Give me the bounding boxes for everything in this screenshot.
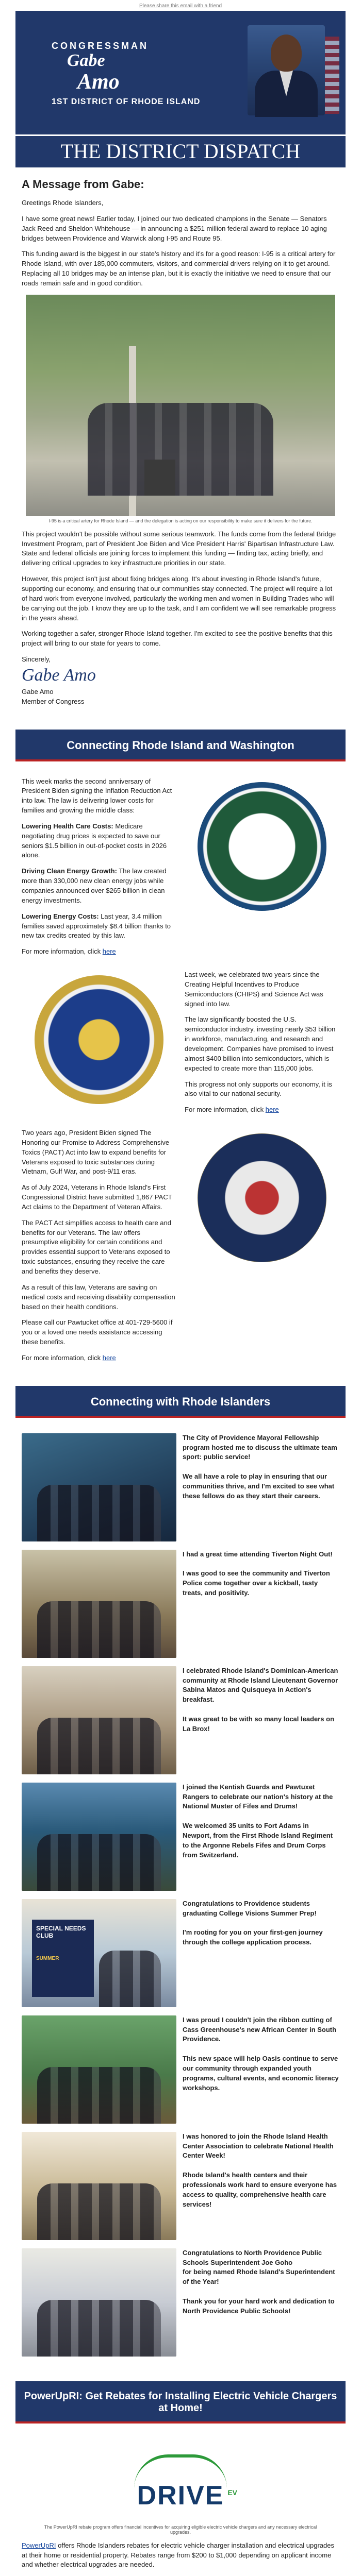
connect-heading: Connecting with Rhode Islanders <box>15 1386 346 1418</box>
ira-more-link[interactable]: here <box>102 947 116 956</box>
masthead-first-name: Gabe <box>67 51 105 70</box>
event-photo <box>22 1666 176 1774</box>
message-title: A Message from Gabe: <box>22 178 144 191</box>
list-item: Congratulations to North Providence Public Schools Superintendent Joe Goho for being named Rhode Island's Superintendent of the Year! Thank you for your hard work and dedication to North Providence Public Schools! <box>22 2248 339 2357</box>
chips-paragraph: This progress not only supports our economy, it is also vital to our national security. <box>185 1080 332 1098</box>
event-sign: SPECIAL NEEDS CLUB SUMMER <box>32 1920 94 1997</box>
message-paragraph: This project wouldn't be possible without some serious teamwork. The funds come from the federal Bridge Investment Program, part of President Joe Biden and Vice President Harris' Bipartisan Infrastructure Law. State and federal officials are joining forces to implement this funding — finding tax, acting briefly, and delivering critical upgrades to key infrastructure priorities in our state. <box>22 530 336 567</box>
message-paragraph: Working together a safer, stronger Rhode Island together. I'm excited to see the positive benefits that this project will bring to our state for years to come. <box>22 630 333 648</box>
message-closing: Sincerely, <box>22 655 51 664</box>
list-item: The City of Providence Mayoral Fellowship program hosted me to discuss the ultimate team sport: public service! We all have a role to play in ensuring that our communities thrive, and I'm excited to see what these fellows do as they start their careers. <box>22 1433 339 1541</box>
chips-paragraph: The law significantly boosted the U.S. semiconductor industry, investing nearly $53 billion in workforce, manufacturing, and research and development. Companies have promised to invest almost $400 billion into semiconductors, which is expected to create more than 115,000 jobs. <box>185 1015 336 1072</box>
washington-heading: Connecting Rhode Island and Washington <box>15 730 346 761</box>
connect-section <box>15 1426 346 2372</box>
event-photo <box>22 1550 176 1658</box>
chips-more-link[interactable]: here <box>265 1106 279 1114</box>
masthead-congressman: CONGRESSMAN <box>52 41 149 51</box>
chips-more: For more information, click here <box>185 1106 279 1114</box>
top-bar <box>0 0 361 11</box>
powerup-section <box>15 2432 346 2576</box>
drive-ev-logo: DRIVE EV <box>119 2444 242 2521</box>
signer-role: Member of Congress <box>22 697 85 705</box>
list-item: I joined the Kentish Guards and Pawtuxet Rangers to celebrate our nation's history at the National Muster of Fifes and Drums! We welcomed 35 units to Fort Adams in Newport, from the First Rhode Island Regiment to the Argonne Rebels Fifes and Drum Corps from Switzerland. <box>22 1783 339 1891</box>
message-paragraph: I have some great news! Earlier today, I joined our two dedicated champions in the Senate — Senators Jack Reed and Sheldon Whitehouse — in announcing a $251 million federal award to replace 10 aging bridges between Providence and Warwick along I-95 and Route 95. <box>22 214 327 242</box>
powerup-link[interactable]: PowerUpRI <box>22 2541 56 2549</box>
pact-paragraph: Please call our Pawtucket office at 401-729-5600 if you or a loved one needs assistance accessing these benefits. <box>22 1318 173 1346</box>
event-photo <box>22 2132 176 2240</box>
event-photo <box>22 2015 176 2124</box>
ira-bullet: Lowering Health Care Costs: Medicare negotiating drug prices is expected to save our seniors $1.5 billion in out-of-pocket costs in 2026 alone. <box>22 822 167 859</box>
flag-image <box>324 37 339 114</box>
masthead-last-name: Amo <box>77 70 120 94</box>
newsletter <box>15 11 346 2576</box>
pact-paragraph: The PACT Act simplifies access to health care and benefits for our Veterans. The law offers presumptive eligibility for certain conditions and provides essential support to Veterans exposed to toxic substances, ensuring they receive the care and benefits they deserve. <box>22 1218 171 1275</box>
event-photo <box>22 1899 176 2007</box>
list-item: I celebrated Rhode Island's Dominican-American community at Rhode Island Lieutenant Governor Sabina Matos and Quisqueya in Action's breakfast. It was great to be with so many local leaders on La Brox! <box>22 1666 339 1774</box>
logo-caption: The PowerUpRI rebate program offers financial incentives for acquiring eligible electric vehicle chargers and any necessary electrical upgrades. <box>44 2524 317 2535</box>
chips-paragraph: Last week, we celebrated two years since the Creating Helpful Incentives to Produce Semiconductors (CHIPS) and Science Act was signed into law. <box>185 971 323 1008</box>
pact-paragraph: As a result of this law, Veterans are saving on medical costs and receiving disability compensation based on their health conditions. <box>22 1283 175 1311</box>
event-photo <box>22 1783 176 1891</box>
pact-paragraph: As of July 2024, Veterans in Rhode Island's First Congressional District have submitted 1,867 PACT Act claims to the Department of Veteran Affairs. <box>22 1183 172 1211</box>
list-item: I was honored to join the Rhode Island Health Center Association to celebrate National Health Center Week! Rhode Island's health centers and their professionals work hard to ensure everyone has access to quality, comprehensive health care services! <box>22 2132 339 2240</box>
list-item: I had a great time attending Tiverton Night Out! I was good to see the community and Tiverton Police come together over a kickball, tasty treats, and positivity. <box>22 1550 339 1658</box>
ira-bullet: Lowering Energy Costs: Last year, 3.4 million families saved approximately $8.4 billion thanks to new tax credits created by this law. <box>22 912 171 940</box>
event-photo <box>22 2248 176 2357</box>
list-item: I was proud I couldn't join the ribbon cutting of Cass Greenhouse's new African Center in South Providence. This new space will help Oasis continue to serve our community through expanded youth programs, cultural events, and economic literacy workshops. <box>22 2015 339 2124</box>
energy-department-seal <box>198 782 326 911</box>
signature-image: Gabe Amo <box>22 665 96 685</box>
pact-paragraph: Two years ago, President Biden signed The Honoring our Promise to Address Comprehensive Toxics (PACT) Act into law to expand benefits for Veterans exposed to toxic substances during Vietnam, Gulf War, and post-9/11 eras. <box>22 1129 170 1176</box>
ira-bullet: Driving Clean Energy Growth: The law created more than 330,000 new clean energy jobs while companies announced over $265 billion in clean energy investments. <box>22 867 167 904</box>
bridge-event-photo <box>26 295 335 516</box>
message-paragraph: However, this project isn't just about fixing bridges along. It's about investing in Rhode Island's future, supporting our economy, and ensuring that our communities stay connected. The project will require a lot of hard work from everyone involved, particularly the working men and women in Building Trades who will be carrying out the job. I know they are up to the task, and I am confident we will see remarkable progress in the years ahead. <box>22 575 336 622</box>
message-section <box>15 167 346 720</box>
pact-more: For more information, click here <box>22 1353 116 1362</box>
ira-intro: This week marks the second anniversary of President Biden signing the Inflation Reduction Act into law. The law is delivering lower costs for families and growing the middle class: <box>22 777 172 815</box>
share-link[interactable]: Please share this email with a friend <box>139 3 222 9</box>
powerup-heading: PowerUpRI: Get Rebates for Installing Electric Vehicle Chargers at Home! <box>15 2381 346 2424</box>
masthead-title: THE DISTRICT DISPATCH <box>15 134 346 167</box>
signer-name: Gabe Amo <box>22 687 54 696</box>
masthead-banner <box>15 11 346 134</box>
event-photo <box>22 1433 176 1541</box>
pact-more-link[interactable]: here <box>102 1353 116 1362</box>
message-greeting: Greetings Rhode Islanders, <box>22 199 104 207</box>
ira-more: For more information, click here <box>22 947 116 956</box>
masthead-district: 1ST DISTRICT OF RHODE ISLAND <box>52 97 201 106</box>
portrait-photo <box>248 25 325 115</box>
commerce-department-seal <box>35 975 163 1104</box>
veterans-affairs-seal <box>198 1133 326 1262</box>
photo-caption: I-95 is a critical artery for Rhode Island — and the delegation is acting on our responsibility to make sure it delivers for the future. <box>48 518 313 523</box>
powerup-paragraph: PowerUpRI offers Rhode Islanders rebates for electric vehicle charger installation and electrical upgrades at their home or residential property. Rebates range from $200 to $1,000 depending on applicant income and whether electrical upgrades are needed. <box>22 2541 335 2569</box>
washington-section <box>15 770 346 1377</box>
list-item: SPECIAL NEEDS CLUB SUMMER Congratulations to Providence students graduating College Visions Summer Prep! I'm rooting for you on your first-gen journey through the college application process. <box>22 1899 339 2007</box>
message-paragraph: This funding award is the biggest in our state's history and it's for a good reason: I-95 is a critical artery for Rhode Island, with over 185,000 commuters, visitors, and commercial drivers relying on it to get around. Replacing all 10 bridges may be an intense plan, but it is exactly the initiative we need to ensure that our roads remain safe and in good condition. <box>22 250 336 287</box>
